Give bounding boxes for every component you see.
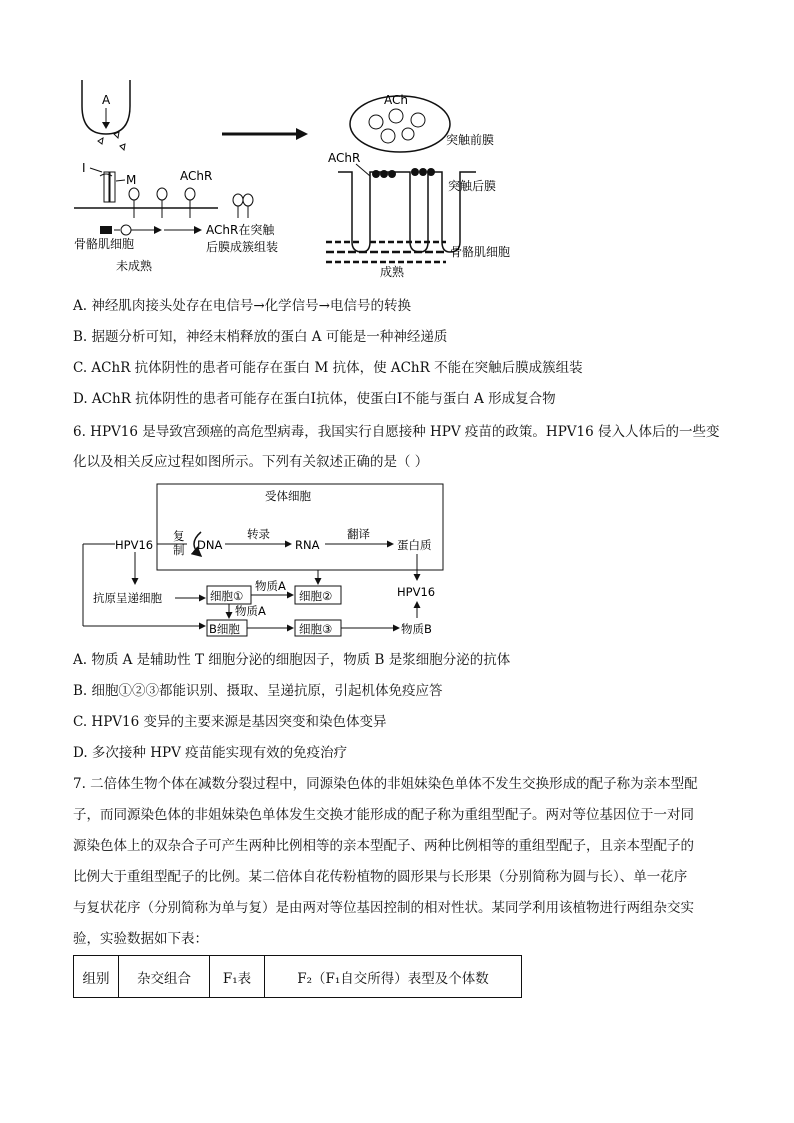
q6-option-d: D. 多次接种 HPV 疫苗能实现有效的免疫治疗 <box>73 745 348 761</box>
apc-label: 抗原呈递细胞 <box>93 591 162 605</box>
cell1-label: 细胞① <box>210 589 244 603</box>
q6-stem-1: 6. HPV16 是导致宫颈癌的高危型病毒，我国实行自愿接种 HPV 疫苗的政策。HPV16 侵入人体后的一些变 <box>73 424 720 440</box>
q5-option-b: B. 据题分析可知，神经末梢释放的蛋白 A 可能是一种神经递质 <box>73 329 448 345</box>
th-cross: 杂交组合 <box>119 956 210 998</box>
label-presyn: 突触前膜 <box>446 133 495 147</box>
label-assembly-1: AChR在突触 <box>206 223 275 237</box>
q7-line-6: 验，实验数据如下表： <box>73 931 208 947</box>
label-immature: 未成熟 <box>116 259 153 273</box>
label-achr-left: AChR <box>180 169 213 183</box>
bcell-label: B细胞 <box>209 622 240 636</box>
hpv16-right: HPV16 <box>397 585 436 599</box>
substB-label: 物质B <box>401 622 432 636</box>
q7-table <box>73 955 522 998</box>
label-ach: ACh <box>384 93 408 107</box>
substA-top: 物质A <box>255 579 286 593</box>
q7-line-2: 子，而同源染色体的非姐妹染色单体发生交换才能形成的配子称为重组型配子。两对等位基因位于一对同 <box>73 807 694 823</box>
q7-line-4: 比例大于重组型配子的比例。某二倍体自花传粉植物的圆形果与长形果（分别简称为圆与长）、单一花序 <box>73 869 688 885</box>
q6-stem-2: 化以及相关反应过程如图所示。下列有关叙述正确的是（ ） <box>73 454 429 470</box>
replicate-2: 制 <box>173 543 185 557</box>
transcribe-label: 转录 <box>247 527 270 541</box>
q7-line-1: 7. 二倍体生物个体在减数分裂过程中，同源染色体的非姐妹染色单体不发生交换形成的配子称为亲本型配 <box>73 776 698 792</box>
hpv16-left: HPV16 <box>115 538 154 552</box>
q5-option-d: D. AChR 抗体阴性的患者可能存在蛋白Ⅰ抗体，使蛋白Ⅰ不能与蛋白 A 形成复合物 <box>73 391 556 407</box>
nmj-figure <box>70 76 550 281</box>
protein-label: 蛋白质 <box>397 538 432 552</box>
label-mature: 成熟 <box>380 265 405 279</box>
q7-line-3: 源染色体上的双杂合子可产生两种比例相等的亲本型配子、两种比例相等的重组型配子，且亲本型配子的 <box>73 838 694 854</box>
substA-mid: 物质A <box>235 604 266 618</box>
cell3-label: 细胞③ <box>299 622 333 636</box>
table-header-row <box>74 956 522 998</box>
q6-option-b: B. 细胞①②③都能识别、摄取、呈递抗原，引起机体免疫应答 <box>73 683 443 699</box>
host-cell-label: 受体细胞 <box>265 489 311 503</box>
q6-option-a: A. 物质 A 是辅助性 T 细胞分泌的细胞因子，物质 B 是浆细胞分泌的抗体 <box>73 652 511 668</box>
label-A: A <box>102 93 111 107</box>
q5-option-a: A. 神经肌肉接头处存在电信号→化学信号→电信号的转换 <box>73 298 411 314</box>
q5-option-c: C. AChR 抗体阴性的患者可能存在蛋白 M 抗体，使 AChR 不能在突触后膜成簇组装 <box>73 360 583 376</box>
th-f1: F₁表 <box>210 956 265 998</box>
label-I: I <box>82 161 86 175</box>
label-postsyn: 突触后膜 <box>448 179 497 193</box>
label-muscle-right: 骨骼肌细胞 <box>450 245 511 259</box>
replicate-1: 复 <box>173 529 185 543</box>
rna-label: RNA <box>295 538 320 552</box>
dna-label: DNA <box>197 538 223 552</box>
th-f2: F₂（F₁自交所得）表型及个体数 <box>265 956 522 998</box>
label-muscle-left: 骨骼肌细胞 <box>74 237 135 251</box>
label-achr-right: AChR <box>328 151 361 165</box>
th-group: 组别 <box>74 956 119 998</box>
label-M: M <box>126 173 137 187</box>
q7-line-5: 与复状花序（分别简称为单与复）是由两对等位基因控制的相对性状。某同学利用该植物进行两组杂交实 <box>73 900 694 916</box>
hpv-diagram <box>75 480 455 640</box>
translate-label: 翻译 <box>347 527 370 541</box>
cell2-label: 细胞② <box>299 589 333 603</box>
q6-option-c: C. HPV16 变异的主要来源是基因突变和染色体变异 <box>73 714 387 730</box>
label-assembly-2: 后膜成簇组装 <box>206 240 279 254</box>
